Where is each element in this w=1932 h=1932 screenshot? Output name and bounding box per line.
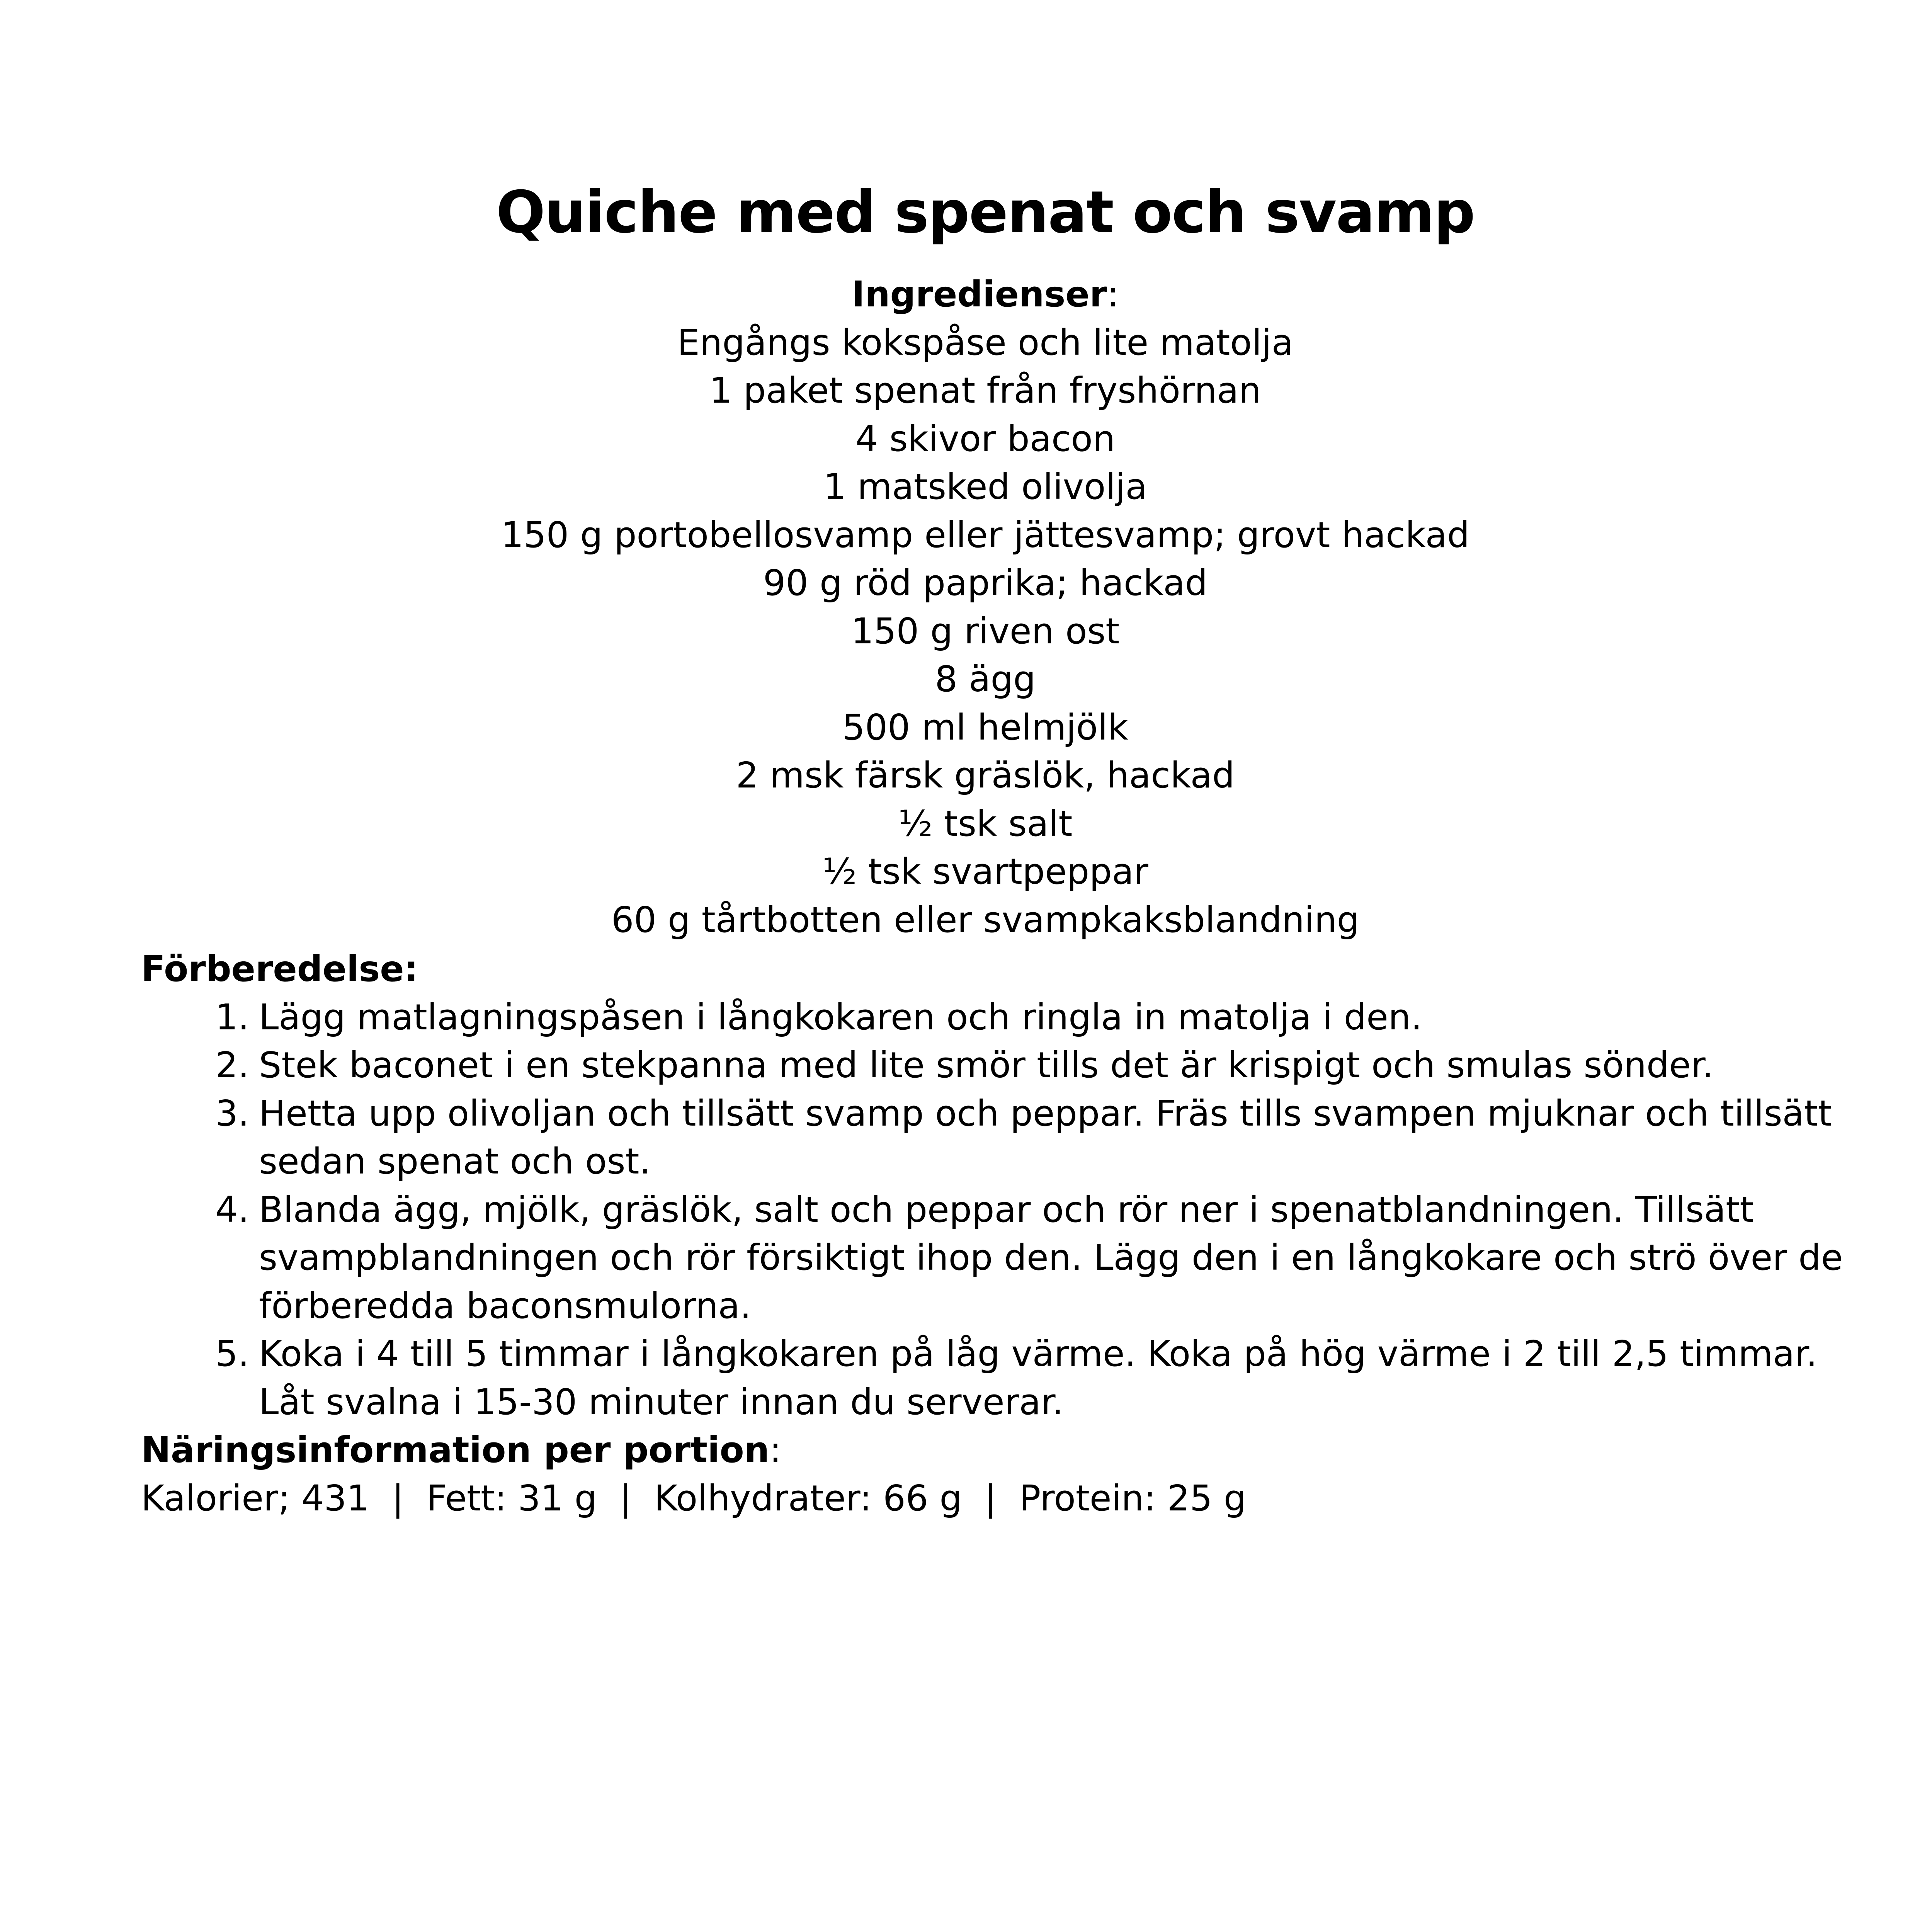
preparation-step: [141, 1186, 1861, 1330]
step-text: Koka i 4 till 5 timmar i långkokaren på låg värme. Koka på hög värme i 2 till 2,5 timmar. Låt svalna i 15-30 minuter innan du serverar.: [259, 1333, 1818, 1423]
ingredient-item: 2 msk färsk gräslök, hackad: [736, 755, 1235, 796]
ingredient-item: 1 paket spenat från fryshörnan: [709, 370, 1261, 411]
ingredient-item: 150 g portobellosvamp eller jättesvamp; grovt hackad: [501, 514, 1470, 556]
step-number: 5.: [215, 1333, 249, 1374]
preparation-step: [141, 993, 1861, 1042]
ingredient-item: ½ tsk svartpeppar: [822, 851, 1148, 892]
ingredient-item: 150 g riven ost: [851, 610, 1120, 652]
step-number: 1.: [215, 996, 249, 1038]
preparation-steps: [141, 993, 1861, 1427]
ingredient-item: 500 ml helmjölk: [842, 706, 1129, 748]
ingredients-heading-line: [0, 270, 1932, 319]
preparation-step: [141, 1090, 1861, 1186]
step-number: 4.: [215, 1189, 249, 1230]
ingredient-item: ½ tsk salt: [898, 803, 1073, 844]
ingredients-heading-colon: :: [1107, 274, 1119, 315]
step-text: Lägg matlagningspåsen i långkokaren och ringla in matolja i den.: [259, 996, 1422, 1038]
nutrition-values: Kalorier; 431 | Fett: 31 g | Kolhydrater: 66 g | Protein: 25 g: [141, 1477, 1247, 1519]
ingredient-item: Engångs kokspåse och lite matolja: [677, 321, 1294, 363]
ingredients-heading: Ingredienser: [851, 274, 1107, 315]
step-text: Hetta upp olivoljan och tillsätt svamp och peppar. Fräs tills svampen mjuknar och tillsätt sedan spenat och ost.: [259, 1092, 1832, 1182]
preparation-heading: Förberedelse:: [141, 948, 418, 990]
step-text: Blanda ägg, mjölk, gräslök, salt och peppar och rör ner i spenatblandningen. Tillsätt svampblandningen och rör försiktigt ihop den. Lägg den i en långkokare och strö över de förberedda baconsmulorna.: [259, 1189, 1843, 1327]
preparation-step: [141, 1330, 1861, 1426]
ingredient-item: 90 g röd paprika; hackad: [763, 562, 1208, 604]
nutrition-heading-colon: :: [769, 1429, 782, 1471]
ingredient-item: 4 skivor bacon: [855, 418, 1116, 459]
ingredient-item: 8 ägg: [935, 658, 1036, 700]
nutrition-heading-line: [141, 1426, 1861, 1475]
step-text: Stek baconet i en stekpanna med lite smör tills det är krispigt och smulas sönder.: [259, 1044, 1714, 1086]
preparation-and-nutrition: [141, 945, 1861, 1522]
ingredients-section: [0, 270, 1932, 944]
ingredient-item: 60 g tårtbotten eller svampkaksblandning: [611, 899, 1360, 940]
ingredient-item: 1 matsked olivolja: [823, 466, 1147, 507]
step-number: 2.: [215, 1044, 249, 1086]
step-number: 3.: [215, 1092, 249, 1134]
preparation-step: [141, 1041, 1861, 1090]
nutrition-heading: Näringsinformation per portion: [141, 1429, 770, 1471]
recipe-title: Quiche med spenat och svamp: [496, 179, 1475, 246]
